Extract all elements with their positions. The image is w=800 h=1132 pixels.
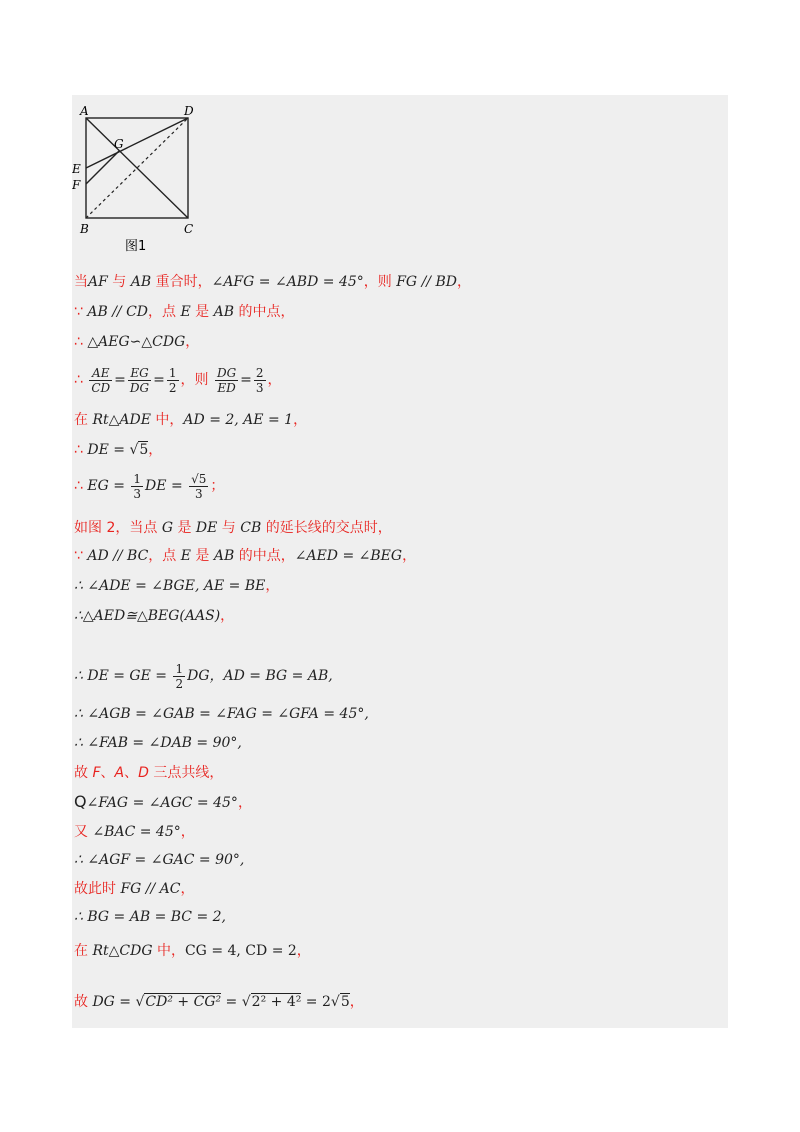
fraction bbox=[189, 472, 208, 501]
math: AB bbox=[213, 304, 235, 320]
math: Rt△ADE bbox=[92, 412, 151, 428]
math: CB bbox=[240, 520, 262, 536]
solution-line-1 bbox=[74, 272, 471, 292]
fraction bbox=[254, 366, 266, 395]
numerator: AE bbox=[89, 366, 112, 381]
math: 5 bbox=[139, 442, 149, 458]
math: ∴ BG = AB = BC = 2, bbox=[74, 909, 226, 925]
solution-line-7 bbox=[74, 466, 224, 506]
label-b: B bbox=[80, 222, 89, 236]
fraction bbox=[131, 472, 143, 501]
math: DE bbox=[195, 520, 218, 536]
solution-line-16 bbox=[74, 792, 252, 813]
solution-line-21 bbox=[74, 941, 311, 961]
math: AF bbox=[88, 274, 108, 290]
text: ， bbox=[185, 334, 200, 350]
label-g: G bbox=[114, 137, 124, 151]
math: G bbox=[161, 520, 173, 536]
math: △AEG∽△CDG bbox=[87, 334, 186, 350]
text: 的中点， bbox=[234, 304, 295, 320]
text: ， bbox=[267, 372, 282, 388]
text: 、 bbox=[100, 765, 115, 781]
math: 2² + 4² bbox=[251, 994, 302, 1010]
fraction bbox=[173, 662, 185, 691]
text: 故此时 bbox=[74, 881, 121, 897]
text: 的延长线的交点时， bbox=[261, 520, 392, 536]
geometry-figure-1 bbox=[72, 100, 212, 260]
text: 与 bbox=[217, 520, 241, 536]
text: ∴ bbox=[74, 442, 88, 458]
solution-line-11 bbox=[74, 606, 234, 626]
text: 、 bbox=[124, 765, 139, 781]
solution-line-17 bbox=[74, 822, 195, 842]
math: DE = bbox=[145, 478, 188, 494]
math: ∴ ∠ADE = ∠BGE, AE = BE bbox=[74, 578, 266, 594]
text: ∴ bbox=[74, 478, 88, 494]
text: 是 bbox=[173, 520, 196, 536]
sqrt-sign: √ bbox=[135, 994, 145, 1010]
figure-caption: 图1 bbox=[125, 239, 147, 254]
math: ∠AED = ∠BEG bbox=[294, 548, 403, 564]
math: CG = 4, CD = 2 bbox=[184, 943, 297, 959]
sqrt-sign: √ bbox=[330, 994, 340, 1010]
math: AB // CD bbox=[87, 304, 149, 320]
denominator: 3 bbox=[194, 486, 203, 501]
text: 中， bbox=[152, 943, 185, 959]
sqrt-sign: √ bbox=[241, 994, 251, 1010]
denominator: 3 bbox=[255, 380, 264, 395]
math: = bbox=[114, 372, 126, 388]
text: ，点 bbox=[148, 548, 181, 564]
segment-fg bbox=[86, 151, 119, 184]
math: E bbox=[180, 304, 191, 320]
math: 5 bbox=[340, 994, 350, 1010]
numerator: 1 bbox=[175, 661, 184, 676]
text: ， bbox=[402, 548, 417, 564]
solution-line-8 bbox=[74, 518, 392, 538]
label-a: A bbox=[80, 104, 89, 118]
solution-line-2 bbox=[74, 302, 294, 322]
math: AB bbox=[213, 548, 235, 564]
text: 在 bbox=[74, 943, 93, 959]
math: AD // BC bbox=[87, 548, 149, 564]
text: 在 bbox=[74, 412, 93, 428]
text: F bbox=[92, 765, 101, 781]
text: ，则 bbox=[363, 274, 397, 290]
math: AB bbox=[130, 274, 152, 290]
text: 又 bbox=[74, 824, 93, 840]
solution-line-9 bbox=[74, 546, 416, 566]
math: ∴ ∠AGB = ∠GAB = ∠FAG = ∠GFA = 45°, bbox=[74, 706, 369, 722]
text: ； bbox=[210, 478, 225, 494]
denominator: CD bbox=[91, 380, 111, 395]
fraction bbox=[128, 366, 151, 395]
text: ， bbox=[349, 994, 364, 1010]
text: ， bbox=[180, 824, 195, 840]
text: Q bbox=[74, 792, 87, 811]
text: 当 bbox=[74, 274, 88, 290]
numerator: EG bbox=[128, 366, 151, 381]
label-c: C bbox=[184, 222, 194, 236]
solution-line-14 bbox=[74, 733, 242, 753]
math: Rt△CDG bbox=[92, 943, 153, 959]
text: ， bbox=[180, 881, 195, 897]
solution-line-19 bbox=[74, 879, 195, 899]
label-e: E bbox=[72, 162, 81, 176]
solution-line-4 bbox=[74, 360, 282, 400]
math: ∠FAG = ∠AGC = 45° bbox=[86, 795, 238, 811]
segment-ed bbox=[86, 118, 188, 168]
solution-line-13 bbox=[74, 704, 369, 724]
denominator: 2 bbox=[168, 380, 177, 395]
text: 是 bbox=[190, 304, 214, 320]
text: ，点 bbox=[148, 304, 181, 320]
text: 故 bbox=[74, 765, 93, 781]
text: ， bbox=[293, 412, 308, 428]
text: ， bbox=[265, 578, 280, 594]
numerator: 1 bbox=[168, 365, 177, 380]
text: ∵ bbox=[74, 548, 88, 564]
math: ∴ ∠AGF = ∠GAC = 90°, bbox=[74, 852, 245, 868]
math: ∠AFG = ∠ABD = 45° bbox=[211, 274, 364, 290]
text: 中， bbox=[150, 412, 184, 428]
numerator: √5 bbox=[191, 471, 207, 486]
math: ∴△AED≅△BEG(AAS) bbox=[74, 608, 221, 624]
text: 故 bbox=[74, 994, 93, 1010]
denominator: 3 bbox=[133, 486, 142, 501]
text: ， bbox=[148, 442, 163, 458]
text: ∴ bbox=[74, 372, 88, 388]
math: = bbox=[221, 994, 242, 1010]
text: D bbox=[138, 765, 149, 781]
math: ∴ DE = GE = bbox=[74, 668, 172, 684]
text: ∴ bbox=[74, 334, 88, 350]
text: 重合时， bbox=[151, 274, 212, 290]
solution-line-5 bbox=[74, 410, 307, 430]
text: ，则 bbox=[180, 372, 213, 388]
label-f: F bbox=[72, 178, 81, 192]
fraction bbox=[215, 366, 238, 395]
text: ， bbox=[296, 943, 311, 959]
denominator: 2 bbox=[175, 676, 184, 691]
math: FG // BD bbox=[396, 274, 457, 290]
fraction bbox=[167, 366, 179, 395]
solution-line-22 bbox=[74, 992, 364, 1012]
text: 的中点， bbox=[234, 548, 295, 564]
numerator: 1 bbox=[133, 471, 142, 486]
text: 与 bbox=[107, 274, 131, 290]
math: = bbox=[240, 372, 252, 388]
math: FG // AC bbox=[120, 881, 181, 897]
text: ∵ bbox=[74, 304, 88, 320]
math: CD² + CG² bbox=[145, 994, 222, 1010]
math: E bbox=[180, 548, 191, 564]
text: 是 bbox=[190, 548, 214, 564]
numerator: 2 bbox=[255, 365, 264, 380]
math: = bbox=[153, 372, 165, 388]
solution-line-12 bbox=[74, 656, 333, 696]
text: ， bbox=[456, 274, 471, 290]
sqrt-sign: √ bbox=[129, 442, 139, 458]
denominator: DG bbox=[129, 380, 150, 395]
math: EG = bbox=[87, 478, 130, 494]
fraction bbox=[89, 366, 112, 395]
text: 三点共线， bbox=[148, 765, 224, 781]
solution-line-15 bbox=[74, 763, 223, 783]
math: DG，AD = BG = AB, bbox=[187, 668, 333, 684]
text: A bbox=[114, 765, 125, 781]
text: 如图 2，当点 bbox=[74, 520, 162, 536]
math: ∠BAC = 45° bbox=[92, 824, 181, 840]
math: = 2 bbox=[301, 994, 331, 1010]
math: ∴ ∠FAB = ∠DAB = 90°, bbox=[74, 735, 242, 751]
math: AD = 2, AE = 1 bbox=[183, 412, 294, 428]
text: ， bbox=[237, 795, 252, 811]
denominator: ED bbox=[217, 380, 236, 395]
solution-line-3 bbox=[74, 332, 199, 352]
solution-line-10 bbox=[74, 576, 279, 596]
solution-line-20 bbox=[74, 907, 226, 927]
label-d: D bbox=[184, 104, 194, 118]
math: DG = bbox=[92, 994, 136, 1010]
numerator: DG bbox=[216, 365, 237, 380]
solution-line-6 bbox=[74, 440, 162, 460]
solution-line-18 bbox=[74, 850, 244, 870]
math: DE = bbox=[87, 442, 130, 458]
text: ， bbox=[220, 608, 235, 624]
